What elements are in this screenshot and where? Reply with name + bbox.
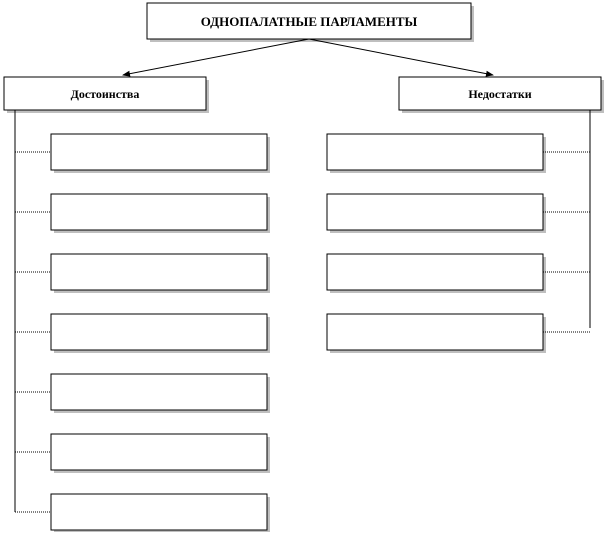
advantage-box-5 bbox=[15, 374, 270, 413]
disadvantage-box-4 bbox=[327, 314, 590, 353]
advantage-box-7 bbox=[15, 494, 270, 532]
advantage-box-4 bbox=[15, 314, 270, 353]
advantages-boxes bbox=[15, 134, 270, 532]
disadvantages-boxes bbox=[327, 134, 590, 353]
advantage-box-1 bbox=[15, 134, 270, 173]
advantage-box-6 bbox=[15, 434, 270, 473]
advantage-box-2 bbox=[15, 194, 270, 233]
disadvantages-label: Недостатки bbox=[468, 87, 532, 101]
advantage-box-3 bbox=[15, 254, 270, 293]
advantages-node bbox=[4, 77, 209, 113]
disadvantage-box-1 bbox=[327, 134, 590, 173]
title-node bbox=[147, 3, 474, 42]
arrow-to-advantages bbox=[123, 39, 309, 75]
advantages-label: Достоинства bbox=[70, 87, 140, 101]
disadvantage-box-2 bbox=[327, 194, 590, 233]
title-text: ОДНОПАЛАТНЫЕ ПАРЛАМЕНТЫ bbox=[200, 14, 418, 29]
arrow-to-disadvantages bbox=[309, 39, 493, 75]
disadvantages-node bbox=[399, 77, 604, 113]
disadvantage-box-3 bbox=[327, 254, 590, 293]
